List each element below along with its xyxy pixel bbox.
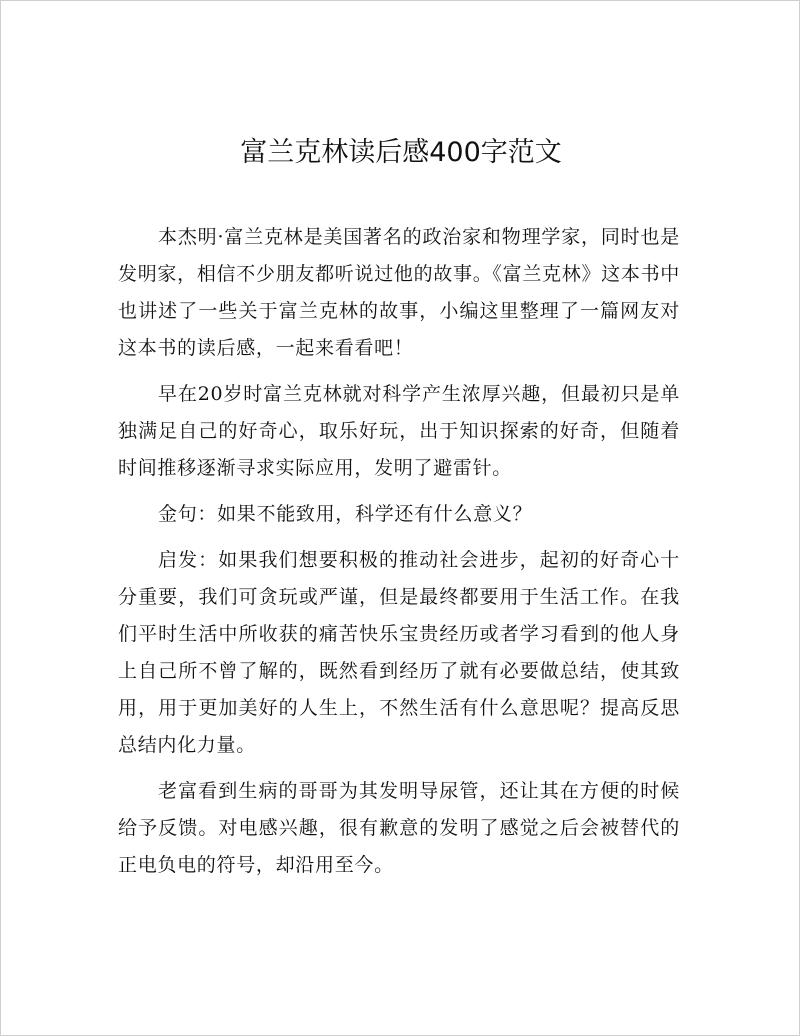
- paragraph-inventions: 老富看到生病的哥哥为其发明导尿管，还让其在方便的时候给予反馈。对电感兴趣，很有歉意的发明了感觉之后会被替代的正电负电的符号，却沿用至今。: [118, 780, 680, 876]
- paragraph-early-interest: 早在20岁时富兰克林就对科学产生浓厚兴趣，但最初只是单独满足自己的好奇心，取乐好玩，出于知识探索的好奇，但随着时间推移逐渐寻求实际应用，发明了避雷针。: [118, 383, 680, 479]
- paragraph-quote: 金句：如果不能致用，科学还有什么意义？: [158, 503, 533, 525]
- paragraph-intro: 本杰明·富兰克林是美国著名的政治家和物理学家，同时也是发明家，相信不少朋友都听说过他的故事。《富兰克林》这本书中也讲述了一些关于富兰克林的故事，小编这里整理了一篇网友对这本书的读后感，一起来看看吧！: [118, 226, 680, 359]
- document-body: [118, 219, 680, 893]
- paragraph-inspiration: 启发：如果我们想要积极的推动社会进步，起初的好奇心十分重要，我们可贪玩或严谨，但是最终都要用于生活工作。在我们平时生活中所收获的痛苦快乐宝贵经历或者学习看到的他人身上自己所不曾了解的，既然看到经历了就有必要做总结，使其致用，用于更加美好的人生上，不然生活有什么意思呢？提高反思总结内化力量。: [118, 549, 680, 756]
- document-title: 富兰克林读后感400字范文: [240, 137, 562, 168]
